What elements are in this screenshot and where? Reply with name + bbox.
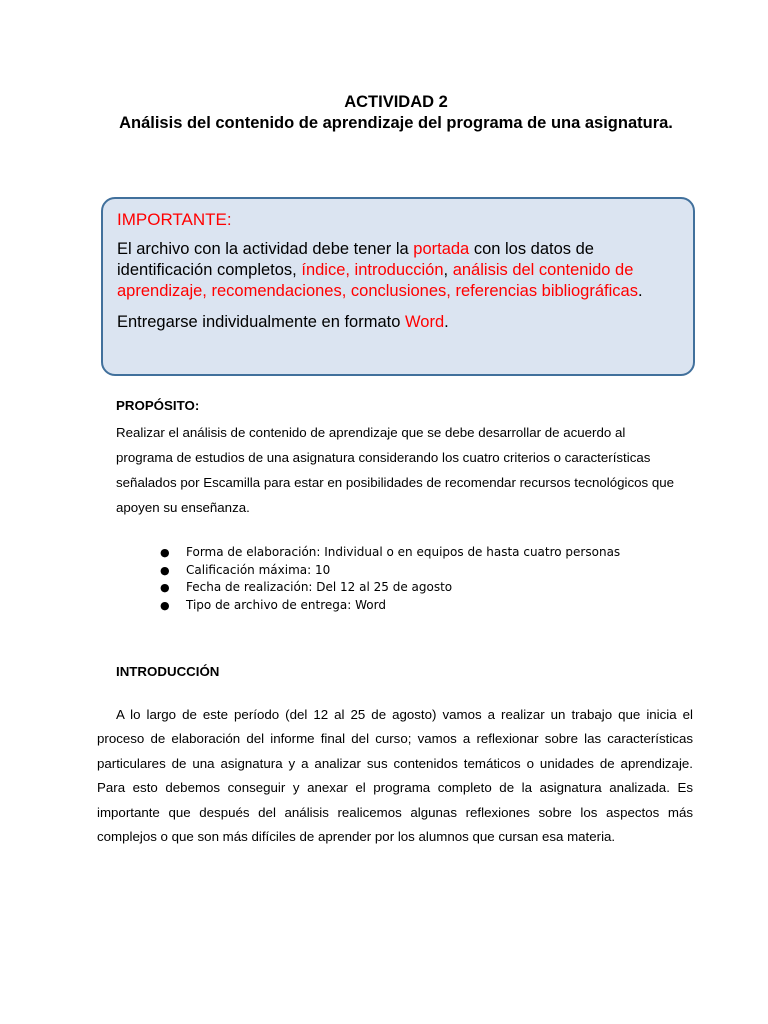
list-item-text: Tipo de archivo de entrega: Word [186,597,386,612]
proposito-body: Realizar el análisis de contenido de aprendizaje que se debe desarrollar de acuerdo al programa de estudios de una asignatura considerando los cuatro criterios o características señalados por Escamilla para estar en posibilidades de recomendar recursos tecnológicos que apoyen su enseñanza. [116,425,675,515]
important-highlight: análisis del contenido de aprendizaje, recomendaciones, conclusiones, referencias bibliográficas [117,261,638,300]
list-item [160,562,620,580]
list-item [160,544,620,562]
important-text: con los datos de identificación completos, [117,240,594,279]
important-highlight: portada [413,240,470,258]
important-text: Entregarse individualmente en formato [117,313,405,331]
important-heading: IMPORTANTE: [117,210,232,229]
introduccion-body: A lo largo de este período (del 12 al 25 de agosto) vamos a realizar un trabajo que inicia el proceso de elaboración del informe final del curso; vamos a reflexionar sobre las características particulares de una asignatura y a analizar sus contenidos temáticos o unidades de aprendizaje. Para esto debemos conseguir y anexar el programa completo de la asignatura analizada. Es importante que después del análisis realicemos algunas reflexiones sobre los aspectos más complejos o que son más difíciles de aprender por los alumnos que cursan esa materia. [97,707,693,845]
important-highlight: índice, introducción [301,261,444,279]
important-paragraph-format [117,312,679,333]
title-activity: ACTIVIDAD 2 [344,93,448,111]
list-item-text: Calificación máxima: 10 [186,562,331,577]
bullet-icon: ● [160,546,170,559]
important-text: , [443,261,453,279]
important-text: . [637,282,643,300]
important-text: . [444,313,449,331]
proposito-section [116,396,676,520]
list-item [160,597,620,615]
important-paragraph-files [117,239,679,302]
list-item-text: Fecha de realización: Del 12 al 25 de agosto [186,580,453,594]
list-item [160,579,620,597]
proposito-heading: PROPÓSITO: [116,398,200,413]
important-text: El archivo con la actividad debe tener la [117,240,414,258]
title-subject: Análisis del contenido de aprendizaje del programa de una asignatura. [119,114,673,132]
bullet-icon: ● [160,581,170,594]
bullet-icon: ● [160,563,170,577]
important-notice-box [101,197,695,376]
bullet-icon: ● [160,598,170,612]
introduccion-heading: INTRODUCCIÓN [116,664,220,679]
activity-details-list [160,544,620,614]
document-title [0,92,768,134]
list-item-text: Forma de elaboración: Individual o en equipos de hasta cuatro personas [186,545,621,559]
important-highlight: Word [405,313,445,331]
